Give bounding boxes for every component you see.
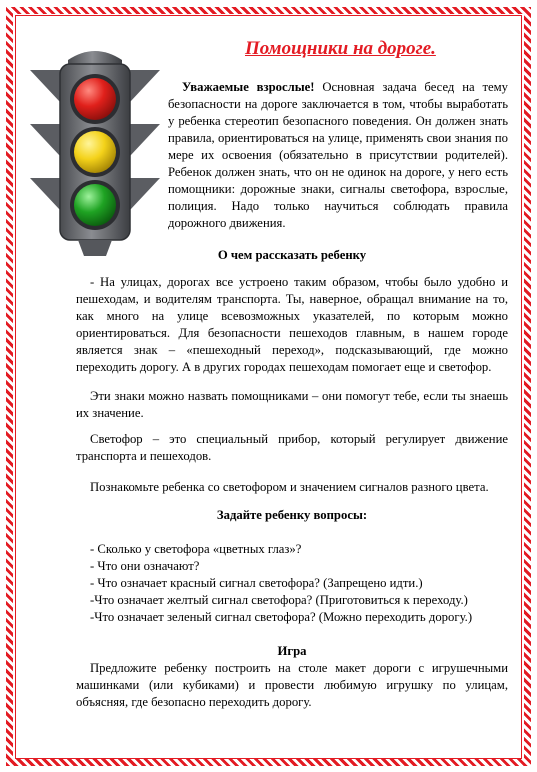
question-item: -Что означает зеленый сигнал светофора? (Можно переходить дорогу.): [90, 610, 473, 624]
game-paragraph: Предложите ребенку построить на столе макет дороги с игрушечными машинками (или кубиками) и провести любимую игрушку по улицам, объясняя, где безопасно переходить дорогу.: [76, 661, 508, 709]
red-light-icon: [74, 78, 116, 120]
question-item: - Сколько у светофора «цветных глаз»?: [90, 542, 302, 556]
intro-text: Основная задача бесед на тему безопасности на дороге заключается в том, чтобы выработать у ребенка стереотип безопасного поведения. Он должен знать правила, ориентироваться на улице, применять свои знания по мере их освоения (обязательно в присутствии родителей). Ребенок должен знать, что он не одинок на дороге, у него есть помощники: дорожные знаки, сигналы светофора, взрослые, полиция. Надо только научиться соблюдать правила дорожного движения.: [168, 80, 508, 230]
intro-paragraph: [168, 79, 508, 232]
question-item: -Что означает желтый сигнал светофора? (Приготовиться к переходу.): [90, 593, 468, 607]
traffic-light-illustration: [24, 44, 166, 260]
section-heading-what-to-tell: О чем рассказать ребенку: [217, 248, 367, 262]
body-paragraph: Эти знаки можно назвать помощниками – они помогут тебе, если ты знаешь их значение.: [76, 389, 508, 420]
page-title: Помощники на дороге.: [245, 38, 436, 59]
question-item: - Что означает красный сигнал светофора? (Запрещено идти.): [90, 576, 423, 590]
body-paragraph: Познакомьте ребенка со светофором и значением сигналов разного цвета.: [90, 480, 489, 494]
yellow-light-icon: [74, 131, 116, 173]
green-light-icon: [74, 184, 116, 226]
question-item: - Что они означают?: [90, 559, 200, 573]
body-paragraph: Светофор – это специальный прибор, который регулирует движение транспорта и пешеходов.: [76, 432, 508, 463]
section-heading-game: Игра: [277, 644, 307, 658]
section-heading-questions: Задайте ребенку вопросы:: [216, 508, 368, 522]
body-paragraph: - На улицах, дорогах все устроено таким образом, чтобы было удобно и пешеходам, и водителям транспорта. Ты, наверное, обращал внимание на то, как много на улице всевозможных указателей, по которым можно ориентироваться. Для безопасности пешеходов главным, в нашем городе является знак – «пешеходный переход», подсказывающий, где можно переходить дорогу. А в других городах пешеходам помогает еще и светофор.: [76, 275, 508, 374]
intro-greeting: Уважаемые взрослые!: [182, 80, 315, 94]
